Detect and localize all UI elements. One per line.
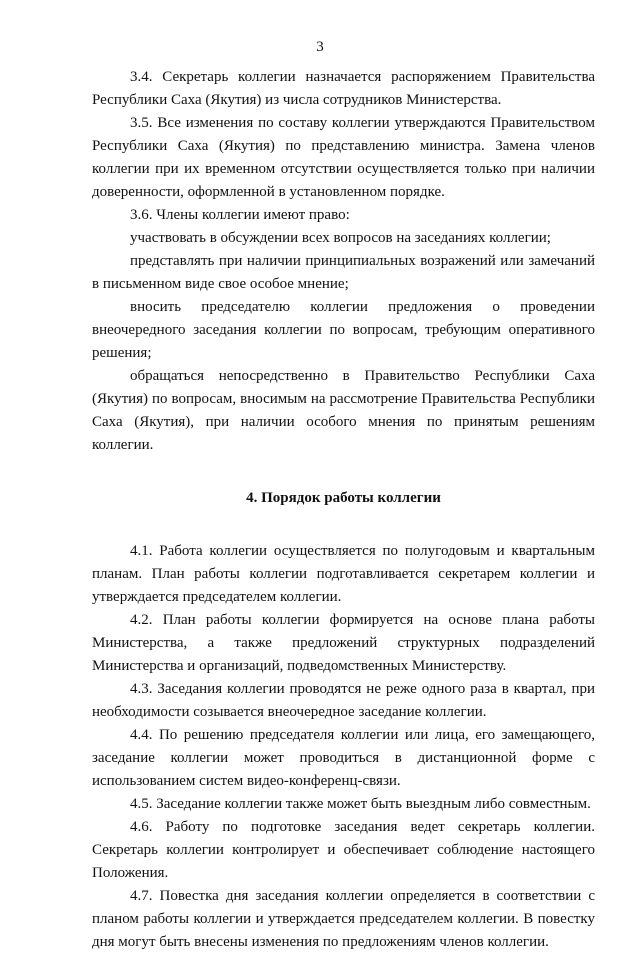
- paragraph-3-6: 3.6. Члены коллегии имеют право:: [130, 207, 350, 223]
- right-item-appeal-government: обращаться непосредственно в Правительство Республики Саха (Якутия) по вопросам, вносимым на рассмотрение Правительства Республики Саха (Якутия), при наличии особого мнения по принятым решениям коллегии.: [92, 368, 595, 453]
- section-heading: 4. Порядок работы коллегии: [246, 490, 441, 506]
- paragraph-4-6: 4.6. Работу по подготовке заседания ведет секретарь коллегии. Секретарь коллегии контролирует и обеспечивает соблюдение настоящего Положения.: [92, 819, 595, 881]
- paragraph-4-5: 4.5. Заседание коллегии также может быть выездным либо совместным.: [130, 796, 591, 812]
- paragraph-3-5: 3.5. Все изменения по составу коллегии утверждаются Правительством Республики Саха (Якутия) по представлению министра. Замена членов коллегии при их временном отсутствии осуществляется только при наличии доверенности, оформленной в установленном порядке.: [92, 115, 595, 200]
- paragraph-4-2: 4.2. План работы коллегии формируется на основе плана работы Министерства, а также предложений структурных подразделений Министерства и организаций, подведомственных Министерству.: [92, 612, 595, 674]
- paragraph-4-7: 4.7. Повестка дня заседания коллегии определяется в соответствии с планом работы коллегии и утверждается председателем коллегии. В повестку дня могут быть внесены изменения по предложениям членов коллегии.: [92, 888, 595, 950]
- paragraph-4-4: 4.4. По решению председателя коллегии или лица, его замещающего, заседание коллегии может проводиться в дистанционной форме с использованием систем видео-конференц-связи.: [92, 727, 595, 789]
- page-number: 3: [316, 39, 324, 55]
- right-item-dissent: представлять при наличии принципиальных возражений или замечаний в письменном виде свое особое мнение;: [92, 253, 595, 292]
- paragraph-4-3: 4.3. Заседания коллегии проводятся не реже одного раза в квартал, при необходимости созывается внеочередное заседание коллегии.: [92, 681, 595, 720]
- right-item-propose-meeting: вносить председателю коллегии предложения о проведении внеочередного заседания коллегии по вопросам, требующим оперативного решения;: [92, 299, 595, 361]
- paragraph-3-4: 3.4. Секретарь коллегии назначается распоряжением Правительства Республики Саха (Якутия) из числа сотрудников Министерства.: [92, 69, 595, 108]
- right-item-participate: участвовать в обсуждении всех вопросов на заседаниях коллегии;: [130, 230, 551, 246]
- document-body: [92, 66, 595, 954]
- paragraph-4-1: 4.1. Работа коллегии осуществляется по полугодовым и квартальным планам. План работы коллегии подготавливается секретарем коллегии и утверждается председателем коллегии.: [92, 543, 595, 605]
